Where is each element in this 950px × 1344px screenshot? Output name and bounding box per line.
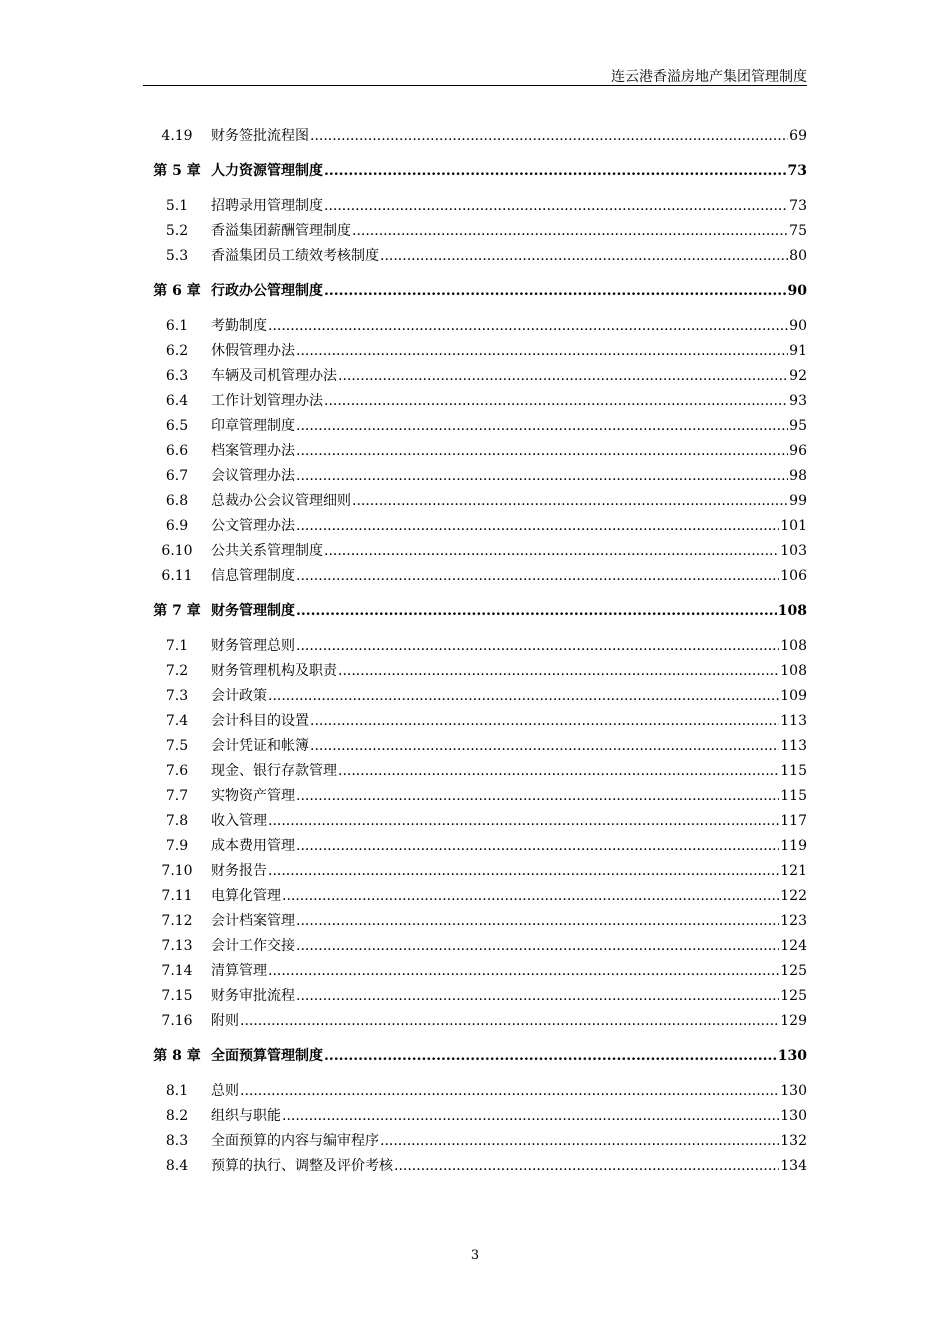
toc-entry-title: 印章管理制度: [211, 418, 295, 434]
toc-section-row[interactable]: [143, 884, 807, 909]
toc-entry-page: 108: [777, 603, 807, 619]
toc-entry-number: 6.1: [165, 318, 189, 334]
toc-section-row[interactable]: [143, 244, 807, 269]
toc-entry-page: 124: [780, 938, 807, 954]
toc-entry-number: 6.3: [165, 368, 189, 384]
toc-section-row[interactable]: [143, 809, 807, 834]
toc-entry-number: 8.3: [165, 1133, 189, 1149]
toc-entry-title: 附则: [211, 1013, 239, 1029]
toc-dot-leader: [310, 734, 779, 759]
toc-entry-page: 73: [787, 163, 807, 179]
toc-dot-leader: [240, 1079, 779, 1104]
toc-entry-number: 第 6 章: [153, 283, 201, 299]
toc-section-row[interactable]: [143, 564, 807, 589]
toc-entry-number: 7.2: [165, 663, 189, 679]
toc-entry-title: 行政办公管理制度: [211, 283, 323, 299]
toc-entry-page: 95: [789, 418, 807, 434]
toc-entry-number: 8.4: [165, 1158, 189, 1174]
toc-dot-leader: [296, 514, 779, 539]
toc-entry-number: 7.8: [165, 813, 189, 829]
toc-entry-title: 财务管理制度: [211, 603, 295, 619]
toc-entry-number: 6.5: [165, 418, 189, 434]
toc-entry-title: 会议管理办法: [211, 468, 295, 484]
toc-entry-number: 7.9: [165, 838, 189, 854]
toc-dot-leader: [296, 599, 777, 624]
toc-entry-number: 7.13: [161, 938, 193, 954]
toc-entry-title: 公文管理办法: [211, 518, 295, 534]
toc-dot-leader: [296, 414, 788, 439]
toc-section-row[interactable]: [143, 959, 807, 984]
toc-entry-title: 车辆及司机管理办法: [211, 368, 337, 384]
toc-entry-page: 99: [789, 493, 807, 509]
toc-dot-leader: [282, 884, 779, 909]
toc-dot-leader: [338, 364, 788, 389]
toc-entry-title: 财务管理总则: [211, 638, 295, 654]
toc-dot-leader: [324, 539, 779, 564]
toc-entry-page: 134: [780, 1158, 807, 1174]
toc-section-row[interactable]: [143, 984, 807, 1009]
toc-entry-number: 第 7 章: [153, 603, 201, 619]
toc-entry-page: 129: [780, 1013, 807, 1029]
toc-entry-page: 109: [780, 688, 807, 704]
toc-dot-leader: [324, 159, 787, 184]
toc-section-row[interactable]: [143, 389, 807, 414]
toc-dot-leader: [240, 1009, 779, 1034]
toc-section-row[interactable]: [143, 124, 807, 149]
toc-dot-leader: [352, 489, 788, 514]
toc-dot-leader: [380, 1129, 779, 1154]
toc-section-row[interactable]: [143, 934, 807, 959]
toc-entry-page: 91: [789, 343, 807, 359]
toc-entry-title: 会计工作交接: [211, 938, 295, 954]
toc-dot-leader: [296, 339, 788, 364]
toc-entry-number: 5.1: [165, 198, 189, 214]
toc-entry-number: 6.6: [165, 443, 189, 459]
toc-chapter-row[interactable]: [143, 279, 807, 304]
toc-entry-title: 财务签批流程图: [211, 128, 309, 144]
toc-entry-title: 财务管理机构及职责: [211, 663, 337, 679]
toc-entry-title: 人力资源管理制度: [211, 163, 323, 179]
toc-chapter-row[interactable]: [143, 159, 807, 184]
toc-entry-page: 132: [780, 1133, 807, 1149]
toc-entry-page: 80: [789, 248, 807, 264]
toc-dot-leader: [310, 709, 779, 734]
toc-entry-number: 6.10: [161, 543, 193, 559]
toc-entry-title: 休假管理办法: [211, 343, 295, 359]
toc-section-row[interactable]: [143, 1154, 807, 1179]
toc-entry-page: 121: [780, 863, 807, 879]
toc-dot-leader: [352, 219, 788, 244]
toc-entry-page: 108: [780, 663, 807, 679]
toc-entry-number: 7.16: [161, 1013, 193, 1029]
toc-dot-leader: [296, 909, 779, 934]
toc-entry-number: 6.9: [165, 518, 189, 534]
toc-entry-page: 125: [780, 988, 807, 1004]
toc-dot-leader: [394, 1154, 779, 1179]
toc-chapter-row[interactable]: [143, 599, 807, 624]
toc-entry-page: 119: [780, 838, 807, 854]
toc-entry-title: 工作计划管理办法: [211, 393, 323, 409]
toc-section-row[interactable]: [143, 709, 807, 734]
toc-entry-page: 73: [789, 198, 807, 214]
toc-section-row[interactable]: [143, 634, 807, 659]
toc-section-row[interactable]: [143, 1079, 807, 1104]
header-rule: [143, 85, 807, 86]
toc-entry-page: 96: [789, 443, 807, 459]
toc-section-row[interactable]: [143, 489, 807, 514]
toc-dot-leader: [296, 834, 779, 859]
toc-section-row[interactable]: [143, 859, 807, 884]
toc-dot-leader: [268, 684, 779, 709]
toc-entry-page: 98: [789, 468, 807, 484]
toc-section-row[interactable]: [143, 219, 807, 244]
toc-dot-leader: [380, 244, 788, 269]
toc-entry-page: 90: [789, 318, 807, 334]
toc-entry-title: 会计档案管理: [211, 913, 295, 929]
toc-entry-page: 75: [789, 223, 807, 239]
toc-entry-page: 106: [780, 568, 807, 584]
toc-entry-number: 5.3: [165, 248, 189, 264]
toc-dot-leader: [338, 759, 779, 784]
toc-entry-title: 组织与职能: [211, 1108, 281, 1124]
toc-dot-leader: [268, 859, 779, 884]
toc-entry-title: 总则: [211, 1083, 239, 1099]
toc-entry-number: 7.14: [161, 963, 193, 979]
toc-entry-title: 实物资产管理: [211, 788, 295, 804]
toc-entry-page: 117: [780, 813, 807, 829]
toc-entry-page: 115: [780, 788, 807, 804]
toc-entry-title: 考勤制度: [211, 318, 267, 334]
toc-entry-page: 122: [780, 888, 807, 904]
toc-dot-leader: [296, 634, 779, 659]
toc-entry-page: 123: [780, 913, 807, 929]
toc-dot-leader: [268, 959, 779, 984]
toc-entry-number: 4.19: [161, 128, 193, 144]
toc-entry-title: 电算化管理: [211, 888, 281, 904]
toc-section-row[interactable]: [143, 909, 807, 934]
toc-section-row[interactable]: [143, 759, 807, 784]
toc-entry-page: 108: [780, 638, 807, 654]
toc-dot-leader: [324, 1044, 777, 1069]
toc-entry-title: 会计凭证和帐簿: [211, 738, 309, 754]
toc-entry-title: 财务报告: [211, 863, 267, 879]
toc-dot-leader: [296, 934, 779, 959]
toc-section-row[interactable]: [143, 314, 807, 339]
toc-entry-page: 130: [780, 1108, 807, 1124]
toc-section-row[interactable]: [143, 1104, 807, 1129]
toc-dot-leader: [296, 784, 779, 809]
toc-entry-number: 7.15: [161, 988, 193, 1004]
toc-entry-number: 5.2: [165, 223, 189, 239]
toc-section-row[interactable]: [143, 539, 807, 564]
toc-entry-number: 第 5 章: [153, 163, 201, 179]
toc-entry-number: 6.11: [161, 568, 193, 584]
toc-entry-title: 预算的执行、调整及评价考核: [211, 1158, 393, 1174]
toc-dot-leader: [282, 1104, 779, 1129]
toc-section-row[interactable]: [143, 364, 807, 389]
toc-entry-page: 113: [780, 713, 807, 729]
toc-entry-title: 招聘录用管理制度: [211, 198, 323, 214]
toc-section-row[interactable]: [143, 684, 807, 709]
toc-entry-title: 会计政策: [211, 688, 267, 704]
toc-entry-title: 总裁办公会议管理细则: [211, 493, 351, 509]
toc-entry-number: 8.2: [165, 1108, 189, 1124]
toc-entry-number: 6.7: [165, 468, 189, 484]
toc-entry-title: 财务审批流程: [211, 988, 295, 1004]
toc-section-row[interactable]: [143, 734, 807, 759]
toc-dot-leader: [296, 564, 779, 589]
toc-section-row[interactable]: [143, 1009, 807, 1034]
toc-dot-leader: [296, 984, 779, 1009]
table-of-contents: [143, 124, 807, 1179]
toc-entry-title: 现金、银行存款管理: [211, 763, 337, 779]
toc-dot-leader: [324, 194, 788, 219]
toc-section-row[interactable]: [143, 194, 807, 219]
toc-entry-number: 7.6: [165, 763, 189, 779]
toc-entry-number: 8.1: [165, 1083, 189, 1099]
toc-entry-title: 档案管理办法: [211, 443, 295, 459]
toc-entry-number: 7.3: [165, 688, 189, 704]
toc-entry-number: 6.2: [165, 343, 189, 359]
toc-section-row[interactable]: [143, 464, 807, 489]
toc-dot-leader: [324, 389, 788, 414]
page-number: 3: [470, 1248, 480, 1263]
toc-entry-title: 成本费用管理: [211, 838, 295, 854]
toc-section-row[interactable]: [143, 514, 807, 539]
toc-entry-number: 7.11: [161, 888, 193, 904]
toc-entry-page: 103: [780, 543, 807, 559]
toc-dot-leader: [296, 464, 788, 489]
toc-entry-title: 香溢集团薪酬管理制度: [211, 223, 351, 239]
toc-entry-title: 全面预算的内容与编审程序: [211, 1133, 379, 1149]
toc-entry-title: 收入管理: [211, 813, 267, 829]
toc-entry-title: 公共关系管理制度: [211, 543, 323, 559]
toc-entry-number: 第 8 章: [153, 1048, 201, 1064]
toc-entry-number: 7.7: [165, 788, 189, 804]
toc-entry-number: 7.4: [165, 713, 189, 729]
toc-entry-title: 会计科目的设置: [211, 713, 309, 729]
toc-entry-number: 7.10: [161, 863, 193, 879]
toc-entry-page: 130: [780, 1083, 807, 1099]
toc-dot-leader: [268, 314, 788, 339]
toc-entry-number: 6.4: [165, 393, 189, 409]
toc-dot-leader: [310, 124, 788, 149]
toc-section-row[interactable]: [143, 1129, 807, 1154]
toc-entry-number: 7.1: [165, 638, 189, 654]
toc-dot-leader: [324, 279, 787, 304]
toc-entry-page: 101: [780, 518, 807, 534]
toc-entry-title: 香溢集团员工绩效考核制度: [211, 248, 379, 264]
toc-entry-page: 125: [780, 963, 807, 979]
toc-section-row[interactable]: [143, 659, 807, 684]
toc-entry-title: 信息管理制度: [211, 568, 295, 584]
toc-section-row[interactable]: [143, 784, 807, 809]
toc-dot-leader: [296, 439, 788, 464]
toc-entry-page: 113: [780, 738, 807, 754]
toc-entry-page: 130: [777, 1048, 807, 1064]
toc-section-row[interactable]: [143, 834, 807, 859]
toc-entry-title: 全面预算管理制度: [211, 1048, 323, 1064]
toc-section-row[interactable]: [143, 339, 807, 364]
toc-section-row[interactable]: [143, 414, 807, 439]
toc-dot-leader: [268, 809, 779, 834]
page-header-title: 连云港香溢房地产集团管理制度: [611, 69, 807, 85]
toc-dot-leader: [338, 659, 779, 684]
toc-entry-page: 93: [789, 393, 807, 409]
toc-entry-title: 清算管理: [211, 963, 267, 979]
toc-entry-page: 115: [780, 763, 807, 779]
toc-chapter-row[interactable]: [143, 1044, 807, 1069]
toc-entry-number: 6.8: [165, 493, 189, 509]
toc-section-row[interactable]: [143, 439, 807, 464]
toc-entry-number: 7.12: [161, 913, 193, 929]
toc-entry-page: 69: [789, 128, 807, 144]
toc-entry-number: 7.5: [165, 738, 189, 754]
toc-entry-page: 90: [787, 283, 807, 299]
toc-entry-page: 92: [789, 368, 807, 384]
